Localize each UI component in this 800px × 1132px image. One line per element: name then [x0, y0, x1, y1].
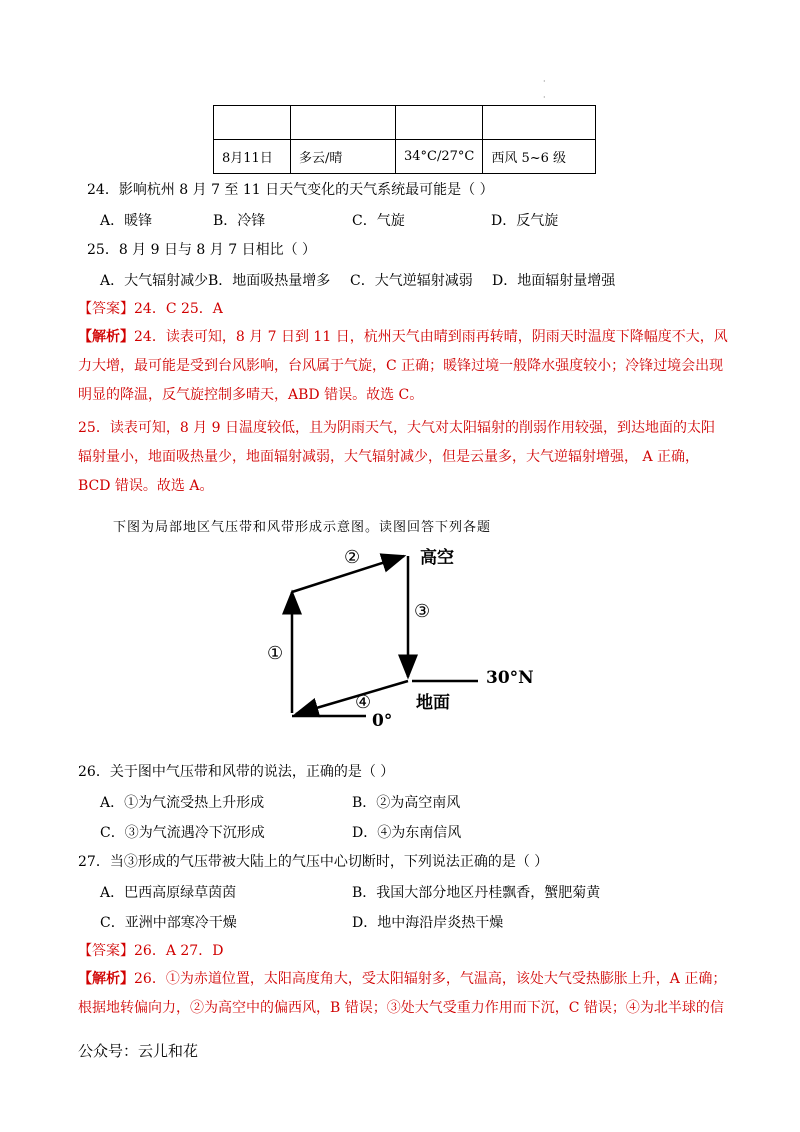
analysis-26 [78, 965, 728, 1023]
analysis-tag: 【解析】 [78, 971, 134, 987]
page-corner-dots: · · [543, 77, 546, 102]
question-27-stem: 27．当③形成的气压带被大陆上的气压中心切断时，下列说法正确的是（ ） [78, 854, 549, 870]
label-circle-3: ③ [414, 601, 431, 622]
q27-option-d: D．地中海沿岸炎热干燥 [352, 915, 504, 931]
q24-option-b: B．冷锋 [213, 213, 266, 229]
question-26-stem: 26．关于图中气压带和风带的说法，正确的是（ ） [78, 764, 395, 780]
label-circle-2: ② [344, 547, 361, 568]
q25-option-a: A．大气辐射减少 [100, 273, 209, 289]
analysis-text: 24．读表可知，8 月 7 日到 11 日，杭州天气由晴到雨再转晴，阴雨天时温度下降幅度不大，风力大增，最可能是受到台风影响，台风属于气旋，C 正确；暖锋过境一般降水强度较小；冷锋过境会出现明显的降温，反气旋控制多晴天，ABD 错误。故选 C。 [78, 329, 728, 403]
question-25-stem: 25．8 月 9 日与 8 月 7 日相比（ ） [87, 242, 317, 258]
label-high-altitude: 高空 [420, 548, 454, 568]
q24-option-c: C．气旋 [352, 213, 405, 229]
q24-option-d: D．反气旋 [491, 213, 559, 229]
arrow-4 [296, 681, 408, 714]
q27-option-b: B．我国大部分地区丹桂飘香，蟹肥菊黄 [352, 885, 601, 901]
q26-option-c: C．③为气流遇冷下沉形成 [100, 825, 265, 841]
answer-24-25: 【答案】24．C 25．A [78, 301, 223, 317]
analysis-25: 25．读表可知，8 月 9 日温度较低，且为阴雨天气，大气对太阳辐射的削弱作用较强，到达地面的太阳辐射量小，地面吸热量少，地面辐射减弱，大气辐射减少，但是云量多，大气逆辐射增强， A 正确，BCD 错误。故选 A。 [78, 420, 715, 494]
table-cell: 8月11日 [214, 140, 291, 174]
table-cell: 34°C/27°C [396, 140, 483, 174]
label-equator: 0° [372, 711, 393, 731]
footer-wechat-account: 公众号：云儿和花 [78, 1042, 199, 1060]
q27-option-a: A．巴西高原绿草茵茵 [100, 885, 237, 901]
q25-option-b: B．地面吸热量增多 [208, 273, 331, 289]
label-30n: 30°N [486, 668, 534, 688]
q26-option-b: B．②为高空南风 [352, 795, 461, 811]
question-24-stem: 24．影响杭州 8 月 7 至 11 日天气变化的天气系统最可能是（ ） [87, 182, 494, 198]
answer-26-27: 【答案】26．A 27．D [78, 943, 224, 959]
label-circle-1: ① [267, 643, 284, 664]
q27-option-c: C．亚洲中部寒冷干燥 [100, 915, 237, 931]
label-circle-4: ④ [355, 692, 372, 713]
q25-option-c: C．大气逆辐射减弱 [350, 273, 473, 289]
q26-option-a: A．①为气流受热上升形成 [100, 795, 265, 811]
q26-option-d: D．④为东南信风 [352, 825, 462, 841]
figure-caption: 下图为局部地区气压带和风带形成示意图。读图回答下列各题 [113, 520, 492, 535]
analysis-tag: 【解析】 [78, 329, 134, 345]
table-cell: 多云/晴 [291, 140, 396, 174]
label-ground: 地面 [416, 693, 450, 713]
analysis-text: 26．①为赤道位置，太阳高度角大，受太阳辐射多，气温高，该处大气受热膨胀上升，A 正确；根据地转偏向力，②为高空中的偏西风，B 错误；③处大气受重力作用而下沉，C 错误；④为北半球的信 [78, 971, 727, 1016]
table-cell: 西风 5~6 级 [483, 140, 596, 174]
q24-option-a: A．暖锋 [100, 213, 153, 229]
q25-option-d: D．地面辐射量增强 [492, 273, 616, 289]
